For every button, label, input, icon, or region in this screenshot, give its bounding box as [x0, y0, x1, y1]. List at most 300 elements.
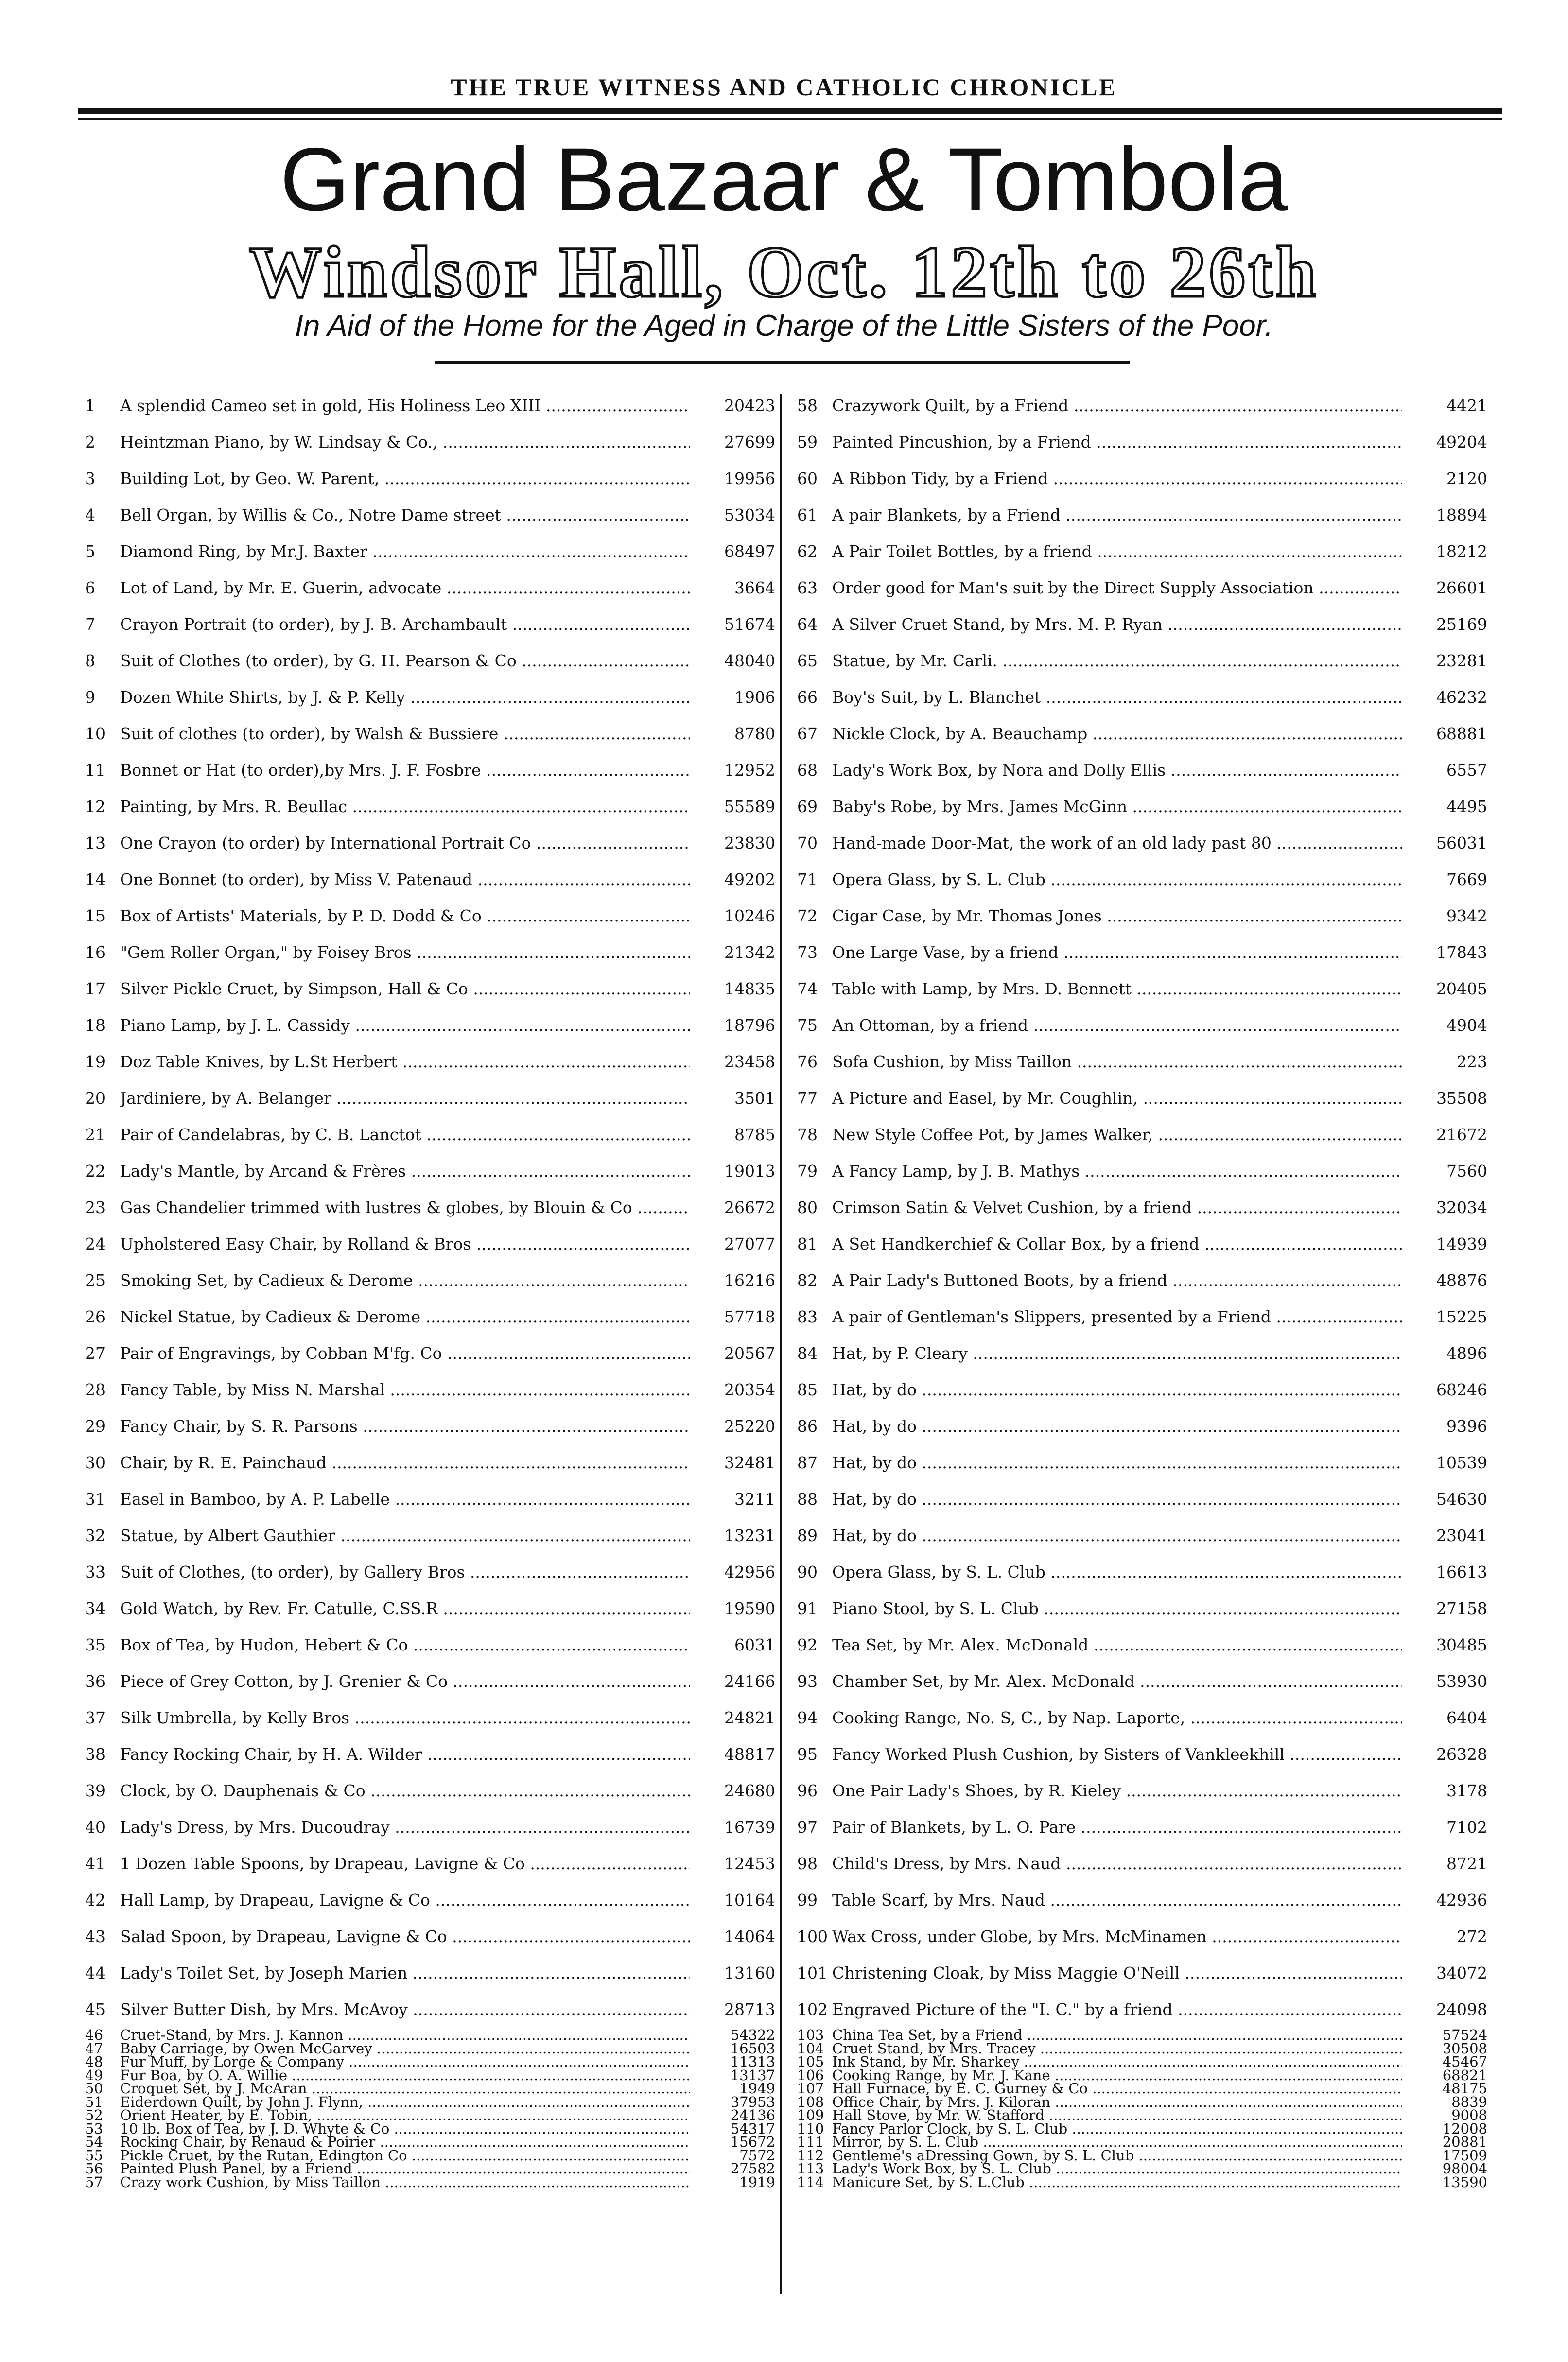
ticket-number: 37953	[730, 2093, 775, 2110]
ticket-number: 3501	[734, 1089, 775, 1108]
prize-number: 35	[85, 1635, 105, 1654]
prize-description: Fancy Chair, by S. R. Parsons .....	[120, 1417, 690, 1436]
ticket-number: 30485	[1436, 1635, 1487, 1654]
prize-row	[797, 1042, 1487, 1079]
prize-number: 109	[797, 2107, 824, 2123]
prize-row	[797, 1990, 1487, 2027]
ticket-number: 24136	[730, 2107, 775, 2123]
prize-row	[85, 2160, 775, 2177]
prize-description: Suit of clothes (to order), by Walsh & Bussiere .....	[120, 724, 690, 743]
prize-description: Crayon Portrait (to order), by J. B. Archambault .....	[120, 615, 690, 634]
ticket-number: 19956	[724, 469, 775, 488]
prize-number: 113	[797, 2160, 824, 2177]
aid-line: In Aid of the Home for the Aged in Charge of the Little Sisters of the Poor.	[295, 309, 1273, 343]
prize-number: 97	[797, 1818, 818, 1837]
prize-description: Salad Spoon, by Drapeau, Lavigne & Co .....	[120, 1927, 690, 1946]
prize-number: 18	[85, 1016, 105, 1035]
prize-description: New Style Coffee Pot, by James Walker, .....	[832, 1125, 1402, 1144]
prize-row	[85, 532, 775, 569]
ticket-number: 16613	[1436, 1563, 1487, 1581]
ticket-number: 4904	[1446, 1016, 1487, 1035]
prize-description: Cruet Stand, by Mrs. Tracey .....	[832, 2040, 1402, 2057]
prize-description: Cruet-Stand, by Mrs. J. Kannon .....	[120, 2027, 690, 2043]
prize-number: 89	[797, 1526, 818, 1545]
prize-row	[85, 1626, 775, 1662]
ticket-number: 54322	[730, 2027, 775, 2043]
ticket-number: 27699	[724, 433, 775, 452]
ticket-number: 26328	[1436, 1745, 1487, 1764]
prize-number: 50	[85, 2080, 103, 2097]
prize-number: 16	[85, 943, 105, 962]
ticket-number: 32481	[724, 1453, 775, 1472]
ticket-number: 27077	[724, 1234, 775, 1253]
prize-row	[85, 714, 775, 751]
prize-number: 30	[85, 1453, 105, 1472]
ticket-number: 4421	[1446, 396, 1487, 415]
ticket-number: 15672	[730, 2134, 775, 2150]
prize-number: 74	[797, 979, 818, 998]
ticket-number: 26601	[1436, 578, 1487, 597]
prize-row	[797, 386, 1487, 423]
ticket-number: 272	[1457, 1927, 1487, 1946]
ticket-number: 35508	[1436, 1089, 1487, 1108]
prize-row	[797, 1225, 1487, 1261]
prize-number: 1	[85, 396, 95, 415]
prize-number: 9	[85, 688, 95, 707]
prize-description: Lady's Work Box, by S. L. Club .....	[832, 2160, 1402, 2177]
prize-number: 80	[797, 1198, 818, 1217]
prize-description: Hall Lamp, by Drapeau, Lavigne & Co .....	[120, 1891, 690, 1910]
prize-description: Gas Chandelier trimmed with lustres & globes, by Blouin & Co .....	[120, 1198, 690, 1217]
ticket-number: 12952	[724, 761, 775, 780]
prize-number: 85	[797, 1380, 818, 1399]
prize-description: Statue, by Mr. Carli. .....	[832, 651, 1402, 670]
prize-number: 48	[85, 2053, 103, 2070]
prize-number: 71	[797, 870, 818, 889]
prize-number: 95	[797, 1745, 818, 1764]
prize-number: 68	[797, 761, 818, 780]
prize-row	[797, 1553, 1487, 1589]
prize-number: 51	[85, 2093, 103, 2110]
ticket-number: 8780	[734, 724, 775, 743]
prize-description: A Silver Cruet Stand, by Mrs. M. P. Ryan .....	[832, 615, 1402, 634]
prize-description: Opera Glass, by S. L. Club .....	[832, 1563, 1402, 1581]
prize-number: 86	[797, 1417, 818, 1436]
prize-row	[797, 2160, 1487, 2177]
prize-description: Cooking Range, by Mr. J. Kane .....	[832, 2067, 1402, 2084]
prize-number: 103	[797, 2027, 824, 2043]
ticket-number: 98004	[1442, 2160, 1487, 2177]
ticket-number: 46232	[1436, 688, 1487, 707]
prize-row	[85, 2174, 775, 2188]
prize-description: Hall Stove, by Mr. W. Stafford .....	[832, 2107, 1402, 2123]
ticket-number: 51674	[724, 615, 775, 634]
prize-number: 26	[85, 1307, 105, 1326]
prize-row	[85, 2027, 775, 2043]
ticket-number: 68497	[724, 542, 775, 561]
prize-number: 107	[797, 2080, 824, 2097]
prize-description: Pair of Candelabras, by C. B. Lanctot .....	[120, 1125, 690, 1144]
prize-number: 87	[797, 1453, 818, 1472]
prize-description: Hat, by do .....	[832, 1490, 1402, 1509]
ticket-number: 7572	[739, 2147, 775, 2164]
prize-number: 24	[85, 1234, 105, 1253]
page-title: Grand Bazaar & Tombola	[280, 130, 1288, 230]
prize-row	[797, 1152, 1487, 1188]
ticket-number: 32034	[1436, 1198, 1487, 1217]
prize-number: 99	[797, 1891, 818, 1910]
prize-row	[797, 605, 1487, 642]
prize-number: 88	[797, 1490, 818, 1509]
prize-row	[85, 1699, 775, 1735]
prize-number: 67	[797, 724, 818, 743]
prize-row	[85, 1407, 775, 1443]
prize-number: 31	[85, 1490, 105, 1509]
prize-row	[85, 1152, 775, 1188]
prize-row	[85, 1516, 775, 1553]
prize-number: 23	[85, 1198, 105, 1217]
prize-row	[797, 1772, 1487, 1808]
prize-description: A Pair Lady's Buttoned Boots, by a friend .....	[832, 1271, 1402, 1290]
ticket-number: 6031	[734, 1635, 775, 1654]
prize-description: Painted Pincushion, by a Friend .....	[832, 433, 1402, 452]
ticket-number: 4495	[1446, 797, 1487, 816]
prize-description: Piano Lamp, by J. L. Cassidy .....	[120, 1016, 690, 1035]
prize-number: 66	[797, 688, 818, 707]
prize-description: Manicure Set, by S. L.Club .....	[832, 2174, 1402, 2190]
prize-number: 46	[85, 2027, 103, 2043]
prize-row	[85, 1589, 775, 1626]
ticket-number: 10164	[724, 1891, 775, 1910]
prize-row	[797, 2134, 1487, 2150]
prize-row	[797, 1808, 1487, 1844]
prize-row	[85, 2093, 775, 2110]
prize-number: 105	[797, 2053, 824, 2070]
prize-row	[85, 1881, 775, 1917]
prize-row	[797, 1735, 1487, 1772]
prize-number: 7	[85, 615, 95, 634]
ticket-number: 12453	[724, 1854, 775, 1873]
prize-row	[797, 1407, 1487, 1443]
ticket-number: 25220	[724, 1417, 775, 1436]
prize-row	[85, 1735, 775, 1772]
ticket-number: 17509	[1442, 2147, 1487, 2164]
ticket-number: 3664	[734, 578, 775, 597]
prize-number: 45	[85, 2000, 105, 2019]
prize-row	[85, 933, 775, 970]
prize-row	[85, 824, 775, 860]
prize-number: 76	[797, 1052, 818, 1071]
prize-number: 112	[797, 2147, 824, 2164]
prize-number: 10	[85, 724, 105, 743]
prize-description: A pair Blankets, by a Friend .....	[832, 505, 1402, 524]
prize-number: 75	[797, 1016, 818, 1035]
prize-description: Pickle Cruet, by the Rutan, Edington Co .....	[120, 2147, 690, 2164]
prize-description: Orient Heater, by E. Tobin, .....	[120, 2107, 690, 2123]
prize-number: 27	[85, 1344, 105, 1363]
prize-description: Crazy work Cushion, by Miss Taillon .....	[120, 2174, 690, 2190]
prize-number: 21	[85, 1125, 105, 1144]
ticket-number: 23041	[1436, 1526, 1487, 1545]
prize-description: Doz Table Knives, by L.St Herbert .....	[120, 1052, 690, 1071]
prize-description: Diamond Ring, by Mr.J. Baxter .....	[120, 542, 690, 561]
prize-description: Hat, by do .....	[832, 1453, 1402, 1472]
prize-number: 5	[85, 542, 95, 561]
prize-description: Piece of Grey Cotton, by J. Grenier & Co .....	[120, 1672, 690, 1691]
ticket-number: 23281	[1436, 651, 1487, 670]
prize-number: 65	[797, 651, 818, 670]
ticket-number: 57718	[724, 1307, 775, 1326]
prize-number: 59	[797, 433, 818, 452]
prize-description: A Pair Toilet Bottles, by a friend .....	[832, 542, 1402, 561]
ticket-number: 13590	[1442, 2173, 1487, 2190]
masthead: THE TRUE WITNESS AND CATHOLIC CHRONICLE	[451, 73, 1117, 101]
prize-number: 56	[85, 2160, 103, 2177]
prize-description: Painting, by Mrs. R. Beullac .....	[120, 797, 690, 816]
prize-row	[85, 642, 775, 678]
prize-row	[85, 1917, 775, 1954]
prize-row	[797, 751, 1487, 787]
prize-number: 90	[797, 1563, 818, 1581]
ticket-number: 13231	[724, 1526, 775, 1545]
prize-number: 38	[85, 1745, 105, 1764]
ticket-number: 56031	[1436, 834, 1487, 852]
ticket-number: 55589	[724, 797, 775, 816]
prize-description: One Bonnet (to order), by Miss V. Patenaud .....	[120, 870, 690, 889]
ticket-number: 13160	[724, 1963, 775, 1982]
prize-description: Pair of Engravings, by Cobban M'fg. Co .....	[120, 1344, 690, 1363]
prize-number: 20	[85, 1089, 105, 1108]
prize-description: Silk Umbrella, by Kelly Bros .....	[120, 1708, 690, 1727]
prize-description: Hand-made Door-Mat, the work of an old lady past 80 .....	[832, 834, 1402, 852]
prize-number: 110	[797, 2120, 824, 2137]
prize-description: Engraved Picture of the "I. C." by a friend .....	[832, 2000, 1402, 2019]
ticket-number: 2120	[1446, 469, 1487, 488]
prize-row	[797, 532, 1487, 569]
prize-row	[85, 1772, 775, 1808]
prize-description: Fancy Worked Plush Cushion, by Sisters of Vankleekhill .....	[832, 1745, 1402, 1764]
ticket-number: 49202	[724, 870, 775, 889]
prize-row	[797, 1589, 1487, 1626]
prize-number: 54	[85, 2134, 103, 2150]
prize-row	[85, 459, 775, 496]
prize-description: Pair of Blankets, by L. O. Pare .....	[832, 1818, 1402, 1837]
prize-number: 2	[85, 433, 95, 452]
prize-row	[85, 2053, 775, 2070]
prize-number: 111	[797, 2134, 824, 2150]
ticket-number: 49204	[1436, 433, 1487, 452]
ticket-number: 11313	[730, 2053, 775, 2070]
prize-description: Silver Pickle Cruet, by Simpson, Hall & Co .....	[120, 979, 690, 998]
prize-description: Boy's Suit, by L. Blanchet .....	[832, 688, 1402, 707]
prize-description: Cooking Range, No. S, C., by Nap. Laporte, .....	[832, 1708, 1402, 1727]
prize-row	[85, 1261, 775, 1298]
ticket-number: 26672	[724, 1198, 775, 1217]
prize-description: Tea Set, by Mr. Alex. McDonald .....	[832, 1635, 1402, 1654]
prize-row	[797, 2027, 1487, 2043]
prize-number: 84	[797, 1344, 818, 1363]
prize-row	[797, 1844, 1487, 1881]
prize-description: Dozen White Shirts, by J. & P. Kelly .....	[120, 688, 690, 707]
prize-description: Cigar Case, by Mr. Thomas Jones .....	[832, 906, 1402, 925]
prize-row	[797, 2174, 1487, 2188]
prize-number: 12	[85, 797, 105, 816]
ticket-number: 20405	[1436, 979, 1487, 998]
ticket-number: 15225	[1436, 1307, 1487, 1326]
prize-row	[85, 1334, 775, 1371]
prize-number: 19	[85, 1052, 105, 1071]
ticket-number: 30508	[1442, 2040, 1487, 2057]
prize-number: 6	[85, 578, 95, 597]
prize-description: Eiderdown Quilt, by John J. Flynn, .....	[120, 2094, 690, 2110]
event-subtitle: Windsor Hall, Oct. 12th to 26th	[249, 232, 1319, 313]
ticket-number: 3178	[1446, 1781, 1487, 1800]
ticket-number: 1949	[739, 2080, 775, 2097]
prize-number: 15	[85, 906, 105, 925]
prize-description: A splendid Cameo set in gold, His Holiness Leo XIII .....	[120, 396, 690, 415]
masthead-rule-thick	[78, 108, 1502, 114]
prize-number: 77	[797, 1089, 818, 1108]
ticket-number: 48876	[1436, 1271, 1487, 1290]
prize-row	[797, 2107, 1487, 2123]
prize-number: 17	[85, 979, 105, 998]
prize-row	[85, 2040, 775, 2057]
prize-description: Crazywork Quilt, by a Friend .....	[832, 396, 1402, 415]
prize-description: Order good for Man's suit by the Direct Supply Association .....	[832, 578, 1402, 597]
prize-description: Heintzman Piano, by W. Lindsay & Co., .....	[120, 433, 690, 452]
prize-number: 36	[85, 1672, 105, 1691]
prize-number: 33	[85, 1563, 105, 1581]
ticket-number: 16503	[730, 2040, 775, 2057]
prize-description: Baby Carriage, by Owen McGarvey .....	[120, 2040, 690, 2057]
prize-number: 32	[85, 1526, 105, 1545]
prize-description: Jardiniere, by A. Belanger .....	[120, 1089, 690, 1108]
prize-number: 98	[797, 1854, 818, 1873]
prize-row	[797, 714, 1487, 751]
prize-row	[85, 1443, 775, 1480]
prize-description: Nickle Clock, by A. Beauchamp .....	[832, 724, 1402, 743]
prize-description: Baby's Robe, by Mrs. James McGinn .....	[832, 797, 1402, 816]
prize-description: One Large Vase, by a friend .....	[832, 943, 1402, 962]
prize-description: Croquet Set, by J. McAran .....	[120, 2080, 690, 2097]
ticket-number: 24166	[724, 1672, 775, 1691]
prize-row	[85, 1225, 775, 1261]
ticket-number: 45467	[1442, 2053, 1487, 2070]
prize-number: 73	[797, 943, 818, 962]
ticket-number: 68881	[1436, 724, 1487, 743]
prize-row	[85, 1480, 775, 1516]
prize-row	[797, 1626, 1487, 1662]
prize-number: 40	[85, 1818, 105, 1837]
prize-row	[797, 423, 1487, 459]
ticket-number: 23830	[724, 834, 775, 852]
prize-row	[797, 1261, 1487, 1298]
prize-description: Table with Lamp, by Mrs. D. Bennett .....	[832, 979, 1402, 998]
ticket-number: 13137	[730, 2067, 775, 2084]
ticket-number: 17843	[1436, 943, 1487, 962]
prize-row	[797, 860, 1487, 897]
ticket-number: 68246	[1436, 1380, 1487, 1399]
prize-number: 96	[797, 1781, 818, 1800]
prize-description: Gold Watch, by Rev. Fr. Catulle, C.SS.R .....	[120, 1599, 690, 1618]
prize-number: 93	[797, 1672, 818, 1691]
prize-description: Christening Cloak, by Miss Maggie O'Neill .....	[832, 1963, 1402, 1982]
prize-description: Hat, by do .....	[832, 1526, 1402, 1545]
prize-row	[797, 1443, 1487, 1480]
prize-description: China Tea Set, by a Friend .....	[832, 2027, 1402, 2043]
ticket-number: 27158	[1436, 1599, 1487, 1618]
prize-row	[797, 2120, 1487, 2137]
prize-description: Gentleme's aDressing Gown, by S. L. Club .....	[832, 2147, 1402, 2164]
prize-row	[85, 751, 775, 787]
prize-description: Mirror, by S. L. Club .....	[832, 2134, 1402, 2150]
prize-row	[85, 2147, 775, 2164]
prize-description: Lady's Mantle, by Arcand & Frères .....	[120, 1162, 690, 1181]
prize-row	[85, 386, 775, 423]
prize-row	[85, 1006, 775, 1042]
prize-row	[797, 642, 1487, 678]
prize-description: A Set Handkerchief & Collar Box, by a friend .....	[832, 1234, 1402, 1253]
title-divider	[435, 361, 1130, 364]
ticket-number: 16216	[724, 1271, 775, 1290]
prize-row	[797, 2053, 1487, 2070]
ticket-number: 16739	[724, 1818, 775, 1837]
prize-number: 114	[797, 2173, 824, 2190]
ticket-number: 23458	[724, 1052, 775, 1071]
prize-description: Lady's Work Box, by Nora and Dolly Ellis .....	[832, 761, 1402, 780]
prize-number: 49	[85, 2067, 103, 2084]
ticket-number: 18894	[1436, 505, 1487, 524]
prize-row	[85, 970, 775, 1006]
prize-list-left	[85, 386, 775, 2190]
ticket-number: 57524	[1442, 2027, 1487, 2043]
prize-description: Fur Boa, by O. A. Willie .....	[120, 2067, 690, 2084]
ticket-number: 4896	[1446, 1344, 1487, 1363]
prize-row	[85, 1079, 775, 1115]
ticket-number: 48817	[724, 1745, 775, 1764]
prize-number: 63	[797, 578, 818, 597]
prize-number: 8	[85, 651, 95, 670]
prize-description: A pair of Gentleman's Slippers, presented by a Friend .....	[832, 1307, 1402, 1326]
prize-row	[797, 787, 1487, 824]
prize-row	[797, 569, 1487, 605]
prize-number: 3	[85, 469, 95, 488]
ticket-number: 21342	[724, 943, 775, 962]
prize-number: 101	[797, 1963, 828, 1982]
ticket-number: 18796	[724, 1016, 775, 1035]
prize-number: 4	[85, 505, 95, 524]
prize-row	[797, 2147, 1487, 2164]
prize-row	[85, 569, 775, 605]
prize-row	[797, 1298, 1487, 1334]
ticket-number: 25169	[1436, 615, 1487, 634]
prize-number: 81	[797, 1234, 818, 1253]
prize-description: Smoking Set, by Cadieux & Derome .....	[120, 1271, 690, 1290]
prize-number: 39	[85, 1781, 105, 1800]
prize-description: Nickel Statue, by Cadieux & Derome .....	[120, 1307, 690, 1326]
ticket-number: 20423	[724, 396, 775, 415]
prize-number: 100	[797, 1927, 828, 1946]
prize-description: Lady's Toilet Set, by Joseph Marien .....	[120, 1963, 690, 1982]
prize-description: Easel in Bamboo, by A. P. Labelle .....	[120, 1490, 690, 1509]
prize-number: 94	[797, 1708, 818, 1727]
prize-row	[85, 2120, 775, 2137]
prize-row	[85, 496, 775, 532]
ticket-number: 24098	[1436, 2000, 1487, 2019]
prize-description: Fancy Table, by Miss N. Marshal .....	[120, 1380, 690, 1399]
prize-description: Opera Glass, by S. L. Club .....	[832, 870, 1402, 889]
ticket-number: 8721	[1446, 1854, 1487, 1873]
